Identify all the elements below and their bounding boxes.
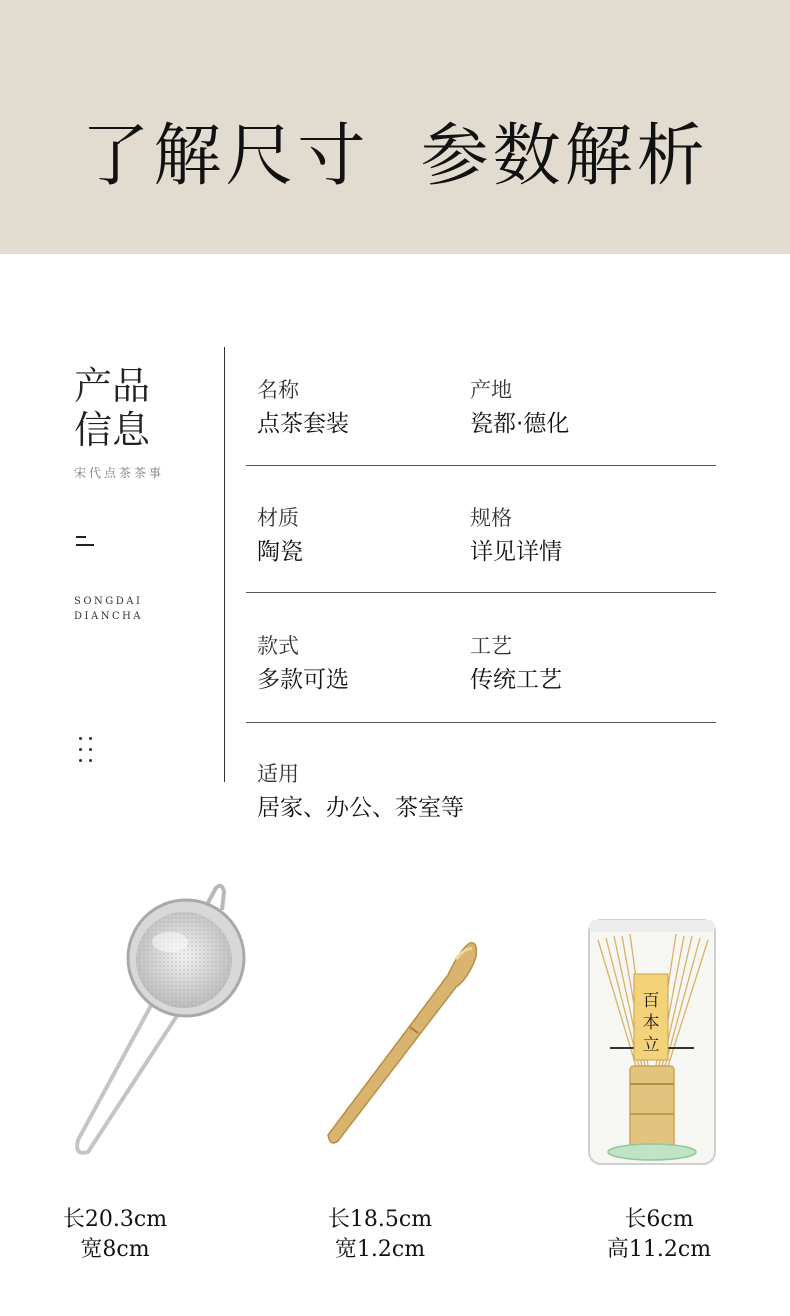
spec-value-material: 陶瓷 [257, 539, 303, 565]
whisk-label-line-3: 立 [642, 1035, 660, 1055]
spec-label-material: 材质 [257, 506, 299, 530]
strainer-width: 宽8cm [80, 1237, 150, 1262]
vertical-divider [224, 347, 225, 782]
spec-label-origin: 产地 [470, 378, 512, 402]
heading-line-2: 信息 [74, 408, 151, 452]
spec-label-usage: 适用 [257, 762, 299, 786]
scoop-length: 长18.5cm [327, 1207, 433, 1232]
bamboo-whisk-icon [586, 916, 718, 1168]
whisk-label-line-2: 本 [642, 1013, 660, 1033]
whisk-dimensions [588, 1205, 730, 1265]
strainer-dimensions [45, 1205, 185, 1265]
row-divider [246, 465, 716, 466]
spec-value-spec: 详见详情 [470, 539, 562, 565]
header-banner [0, 0, 790, 254]
spec-label-craft: 工艺 [470, 634, 512, 658]
whisk-length: 长6cm [624, 1207, 694, 1232]
whisk-label-line-1: 百 [642, 991, 660, 1011]
heading-line-1: 产品 [74, 364, 151, 408]
spec-label-style: 款式 [257, 634, 299, 658]
strainer-length: 长20.3cm [62, 1207, 168, 1232]
spec-value-usage: 居家、办公、茶室等 [257, 795, 464, 821]
tea-strainer-icon [66, 880, 256, 1165]
row-divider [246, 592, 716, 593]
english-line-1: SONGDAI [74, 596, 143, 607]
dash-decoration [76, 536, 94, 548]
row-divider [246, 722, 716, 723]
spec-value-craft: 传统工艺 [470, 667, 562, 693]
spec-label-name: 名称 [257, 378, 299, 402]
product-info-heading [74, 364, 174, 452]
spec-value-origin: 瓷都·德化 [470, 411, 570, 437]
english-caption [74, 594, 143, 624]
spec-value-style: 多款可选 [257, 667, 349, 693]
scoop-dimensions [310, 1205, 450, 1265]
page-title: 了解尺寸 参数解析 [81, 117, 709, 196]
english-line-2: DIANCHA [74, 611, 144, 622]
product-info-subtitle: 宋代点茶茶事 [74, 466, 165, 480]
spec-label-spec: 规格 [470, 506, 512, 530]
tea-scoop-icon [318, 935, 483, 1145]
spec-value-name: 点茶套装 [257, 411, 349, 437]
whisk-height: 高11.2cm [606, 1237, 712, 1262]
scoop-width: 宽1.2cm [334, 1237, 426, 1262]
dots-decoration [79, 737, 95, 765]
